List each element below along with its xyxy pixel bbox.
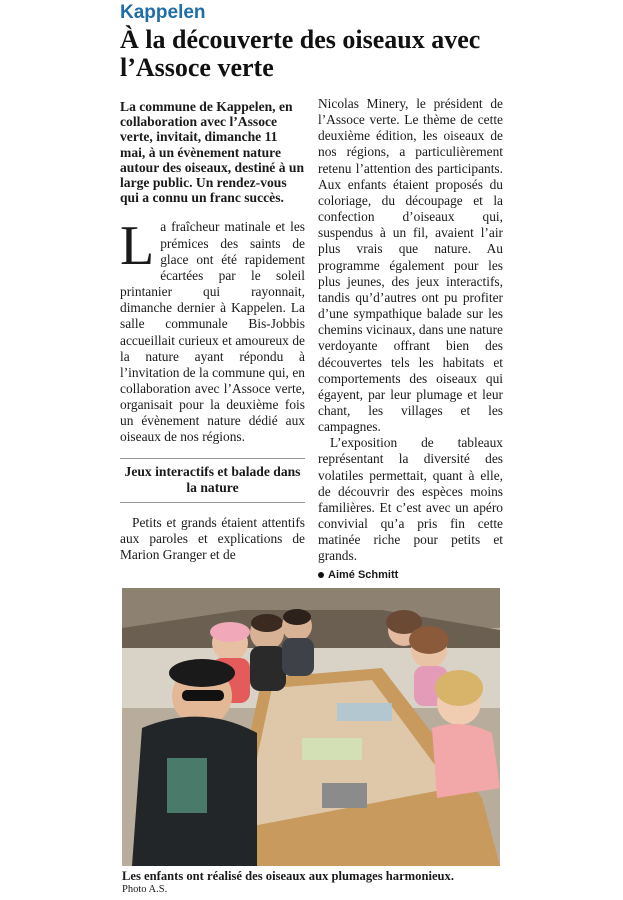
paragraph-2-continued: Nicolas Minery, le président de l’Assoce verte. Le thème de cette deuxième édition, les oiseaux de nos régions, a particulièrement retenu l’attention des participants. Aux enfants étaient proposés du coloriage, du découpage et la confection d’oiseaux qui, suspendus à un fil, avaient l’air plus vrais que nature. Au programme également pour les plus jeunes, des jeux interactifs, tandis qu’d’autres ont pu profiter d’une sympathique balade sur les chemins vicinaux, dans une nature verdoyante offrant bien des découvertes tels les habitats et comportements des oiseaux qui égayent, par leur plumage et leur chant, les villages et les campagnes. bbox=[318, 96, 503, 435]
paragraph-1 bbox=[120, 215, 305, 445]
author-name: Aimé Schmitt bbox=[328, 568, 399, 581]
subhead-box bbox=[120, 458, 305, 503]
paragraph-1-text: a fraîcheur matinale et les prémices des saints de glace ont été rapidement écartées par le soleil printanier qui rayonnait, dimanche dernier à Kappelen. La salle communale Bis-Jobbis accueillait curieux et amoureux de la nature ayant répondu à l’invitation de la commune qui, en collaboration avec l’Assoce verte, organisait pour la deuxième fois un évènement nature dédié aux oiseaux de nos régions. bbox=[120, 219, 305, 445]
bullet-icon bbox=[318, 572, 324, 578]
text-column-left bbox=[120, 99, 305, 563]
photo-credit: Photo A.S. bbox=[122, 884, 168, 895]
section-kicker: Kappelen bbox=[120, 2, 206, 23]
article-photo bbox=[122, 588, 500, 866]
paragraph-3: L’exposition de tableaux représentant la diversité des volatiles permettait, quant à elle, de découvrir des espèces moins familières. Et c’est avec un apéro convivial qu’a pris fin cette matinée riche pour petits et grands. bbox=[318, 435, 503, 564]
text-column-right bbox=[318, 96, 503, 583]
drop-cap: L bbox=[120, 215, 155, 278]
paragraph-2-start: Petits et grands étaient attentifs aux paroles et explications de Marion Granger et de bbox=[120, 514, 305, 562]
photo-illustration bbox=[122, 588, 500, 866]
article-headline: À la découverte des oiseaux avec l’Assoce verte bbox=[120, 25, 481, 82]
photo-caption: Les enfants ont réalisé des oiseaux aux plumages harmonieux. bbox=[122, 869, 455, 883]
author-byline bbox=[318, 567, 503, 583]
article-lead: La commune de Kappelen, en collaboration avec l’Assoce verte, invitait, dimanche 11 mai, à un évènement nature autour des oiseaux, destiné à un large public. Un rendez-vous qui a connu un franc succès. bbox=[120, 99, 305, 206]
article-subhead: Jeux interactifs et balade dans la nature bbox=[124, 463, 301, 495]
